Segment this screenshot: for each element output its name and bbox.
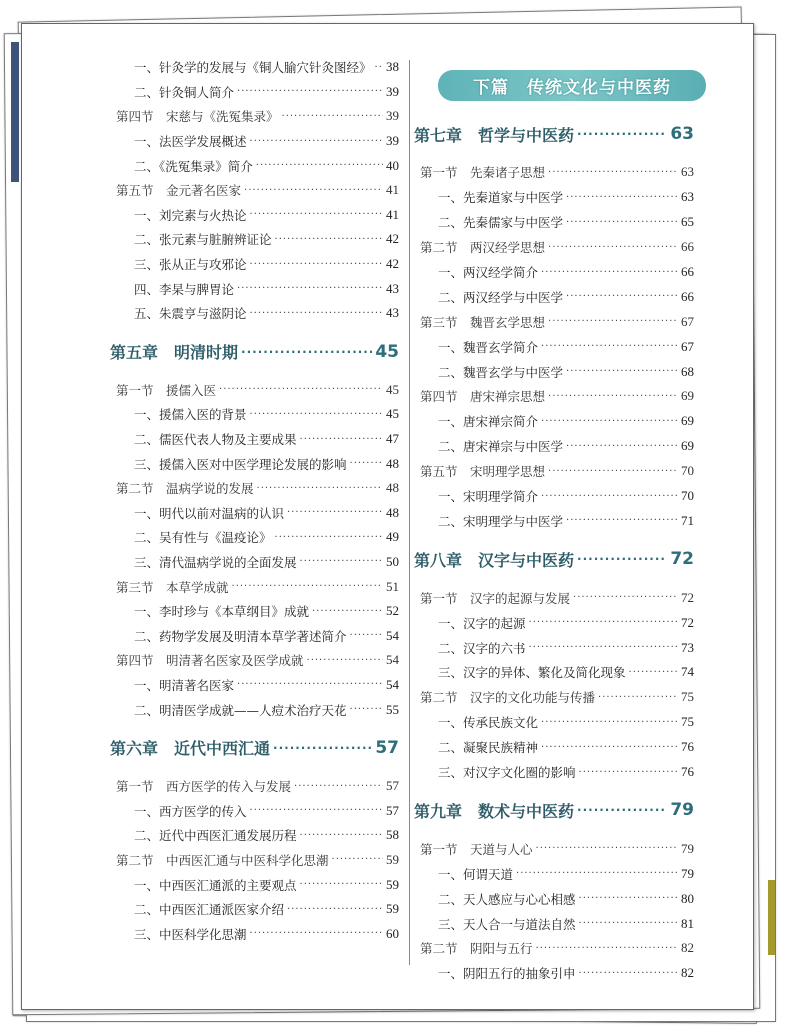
entry-title: 三、天人合一与道法自然 — [438, 916, 576, 932]
entry-title: 第三节 魏晋玄学思想 — [420, 314, 546, 330]
page-number: 66 — [681, 239, 694, 255]
entry-title: 二、吴有性与《温疫论》 — [134, 530, 272, 546]
page-number: 72 — [670, 549, 694, 570]
entry-title: 第六章 近代中西汇通 — [110, 739, 271, 759]
dot-leader — [629, 667, 678, 678]
dot-leader — [237, 86, 383, 97]
page-number: 63 — [670, 124, 694, 144]
entry-title: 一、魏晋玄学简介 — [438, 339, 539, 355]
dot-leader — [541, 491, 678, 502]
toc-item-entry[interactable] — [410, 210, 694, 235]
page-number: 48 — [386, 455, 399, 471]
toc-item-entry[interactable] — [106, 129, 399, 154]
toc-right-column — [410, 108, 694, 986]
dot-leader — [577, 552, 667, 566]
toc-section-entry[interactable] — [410, 235, 694, 260]
entry-title: 第一节 汉字的起源与发展 — [420, 590, 571, 606]
entry-title: 第一节 天道与人心 — [420, 841, 533, 857]
dot-leader — [548, 391, 678, 402]
page-number: 38 — [386, 59, 399, 75]
page-number: 63 — [681, 164, 694, 180]
dot-leader — [566, 366, 678, 377]
dot-leader — [219, 384, 383, 395]
page-number: 72 — [681, 589, 694, 605]
toc-item-entry[interactable] — [410, 185, 694, 210]
toc-section-entry[interactable] — [106, 476, 399, 501]
entry-title: 二、针灸铜人简介 — [134, 84, 235, 100]
toc-item-entry[interactable] — [410, 508, 694, 533]
entry-title: 三、清代温病学说的全面发展 — [134, 554, 297, 570]
toc-item-entry[interactable] — [106, 897, 399, 922]
toc-item-entry[interactable] — [410, 886, 694, 911]
entry-title: 二、儒医代表人物及主要成果 — [134, 432, 297, 448]
entry-title: 第二节 温病学说的发展 — [116, 481, 254, 497]
entry-title: 第四节 明清著名医家及医学成就 — [116, 653, 304, 669]
dot-leader — [250, 928, 383, 939]
toc-item-entry[interactable] — [410, 434, 694, 459]
page-number: 82 — [681, 965, 694, 981]
entry-title: 第四节 唐宋禅宗思想 — [420, 389, 546, 405]
page-number: 79 — [681, 865, 694, 881]
page-number: 66 — [681, 264, 694, 279]
dot-leader — [250, 259, 383, 270]
dot-leader — [536, 843, 678, 854]
dot-leader — [541, 717, 678, 728]
dot-leader — [273, 741, 372, 755]
toc-item-entry[interactable] — [410, 961, 694, 986]
toc-item-entry[interactable] — [106, 798, 399, 823]
entry-title: 二、魏晋玄学与中医学 — [438, 364, 564, 380]
entry-title: 二、汉字的六书 — [438, 640, 526, 656]
entry-title: 三、对汉字文化圈的影响 — [438, 765, 576, 781]
toc-item-entry[interactable] — [410, 260, 694, 285]
entry-title: 二、张元素与脏腑辨证论 — [134, 232, 272, 248]
page-number: 75 — [681, 689, 694, 705]
toc-item-entry[interactable] — [106, 451, 399, 476]
entry-title: 第二节 两汉经学思想 — [420, 240, 546, 256]
toc-item-entry[interactable] — [106, 673, 399, 698]
page-number: 59 — [386, 901, 399, 917]
entry-title: 第五节 宋明理学思想 — [420, 464, 546, 480]
toc-item-entry[interactable] — [106, 623, 399, 648]
page-number: 39 — [386, 108, 399, 124]
back-page-color-band — [11, 42, 19, 182]
entry-title: 一、刘完素与火热论 — [134, 207, 247, 223]
dot-leader — [275, 532, 383, 543]
dot-leader — [541, 267, 678, 278]
page-number: 50 — [386, 553, 399, 569]
entry-title: 第二节 汉字的文化功能与传播 — [420, 690, 596, 706]
page-number: 41 — [386, 206, 399, 222]
toc-item-entry[interactable] — [106, 276, 399, 301]
toc-chapter-entry[interactable] — [410, 108, 694, 160]
banner-part-label: 下篇 — [473, 78, 509, 98]
entry-title: 二、近代中西医汇通发展历程 — [134, 828, 297, 844]
page-number: 43 — [386, 305, 399, 321]
toc-chapter-entry[interactable] — [106, 326, 399, 378]
entry-title: 一、汉字的起源 — [438, 615, 526, 631]
entry-title: 第三节 本草学成就 — [116, 579, 229, 595]
toc-item-entry[interactable] — [410, 660, 694, 685]
dot-leader — [566, 441, 678, 452]
toc-chapter-entry[interactable] — [106, 722, 399, 774]
page-number: 67 — [681, 338, 694, 354]
page-number: 47 — [386, 431, 399, 447]
toc-item-entry[interactable] — [106, 55, 399, 80]
back-page-color-band — [768, 880, 775, 955]
page-number: 48 — [386, 504, 399, 520]
page-number: 58 — [386, 827, 399, 843]
entry-title: 一、针灸学的发展与《铜人腧穴针灸图经》 — [134, 60, 372, 76]
dot-leader — [579, 968, 678, 979]
toc-item-entry[interactable] — [106, 227, 399, 252]
toc-item-entry[interactable] — [106, 80, 399, 105]
toc-item-entry[interactable] — [106, 301, 399, 326]
dot-leader — [350, 704, 383, 715]
dot-leader — [566, 192, 678, 203]
toc-section-entry[interactable] — [410, 384, 694, 409]
dot-leader — [250, 409, 383, 420]
dot-leader — [307, 655, 383, 666]
entry-title: 二、中西医汇通派医家介绍 — [134, 902, 285, 918]
toc-item-entry[interactable] — [410, 911, 694, 936]
dot-leader — [529, 617, 678, 628]
dot-leader — [282, 111, 383, 122]
page-number: 80 — [681, 890, 694, 906]
page-number: 70 — [681, 463, 694, 479]
toc-item-entry[interactable] — [410, 359, 694, 384]
toc-section-entry[interactable] — [410, 585, 694, 610]
entry-title: 三、张从正与攻邪论 — [134, 257, 247, 273]
banner-title: 传统文化与中医药 — [527, 78, 671, 98]
dot-leader — [566, 291, 678, 302]
entry-title: 二、药物学发展及明清本草学著述简介 — [134, 628, 347, 644]
dot-leader — [573, 592, 678, 603]
page-number: 49 — [386, 529, 399, 545]
toc-left-column — [106, 55, 399, 946]
dot-leader — [548, 167, 678, 178]
dot-leader — [548, 242, 678, 253]
entry-title: 第五章 明清时期 — [110, 343, 239, 363]
dot-leader — [250, 308, 383, 319]
toc-item-entry[interactable] — [410, 760, 694, 785]
entry-title: 一、李时珍与《本草纲目》成就 — [134, 604, 310, 620]
dot-leader — [241, 345, 372, 359]
toc-item-entry[interactable] — [410, 710, 694, 735]
toc-item-entry[interactable] — [106, 525, 399, 550]
dot-leader — [312, 606, 383, 617]
entry-title: 一、援儒入医的背景 — [134, 407, 247, 423]
toc-item-entry[interactable] — [410, 635, 694, 660]
page-number: 42 — [386, 256, 399, 272]
toc-item-entry[interactable] — [106, 697, 399, 722]
entry-title: 一、唐宋禅宗简介 — [438, 414, 539, 430]
entry-title: 一、法医学发展概述 — [134, 134, 247, 150]
entry-title: 一、传承民族文化 — [438, 715, 539, 731]
toc-item-entry[interactable] — [410, 861, 694, 886]
toc-item-entry[interactable] — [106, 252, 399, 277]
dot-leader — [256, 160, 383, 171]
part-banner — [438, 70, 706, 101]
toc-chapter-entry[interactable] — [410, 533, 694, 585]
page-number: 68 — [681, 363, 694, 379]
toc-item-entry[interactable] — [106, 427, 399, 452]
toc-item-entry[interactable] — [106, 921, 399, 946]
page-number: 55 — [386, 701, 399, 717]
dot-leader — [250, 136, 383, 147]
dot-leader — [237, 679, 383, 690]
toc-section-entry[interactable] — [410, 685, 694, 710]
page-number: 39 — [386, 83, 399, 99]
page-number: 79 — [670, 800, 694, 821]
entry-title: 二、凝聚民族精神 — [438, 740, 539, 756]
dot-leader — [529, 642, 678, 653]
entry-title: 二、两汉经学与中医学 — [438, 289, 564, 305]
toc-item-entry[interactable] — [106, 153, 399, 178]
entry-title: 二、先秦儒家与中医学 — [438, 215, 564, 231]
entry-title: 第七章 哲学与中医药 — [414, 125, 575, 145]
page-number: 45 — [386, 381, 399, 397]
dot-leader — [275, 234, 383, 245]
entry-title: 四、李杲与脾胃论 — [134, 281, 235, 297]
entry-title: 第八章 汉字与中医药 — [414, 550, 575, 570]
entry-title: 一、西方医学的传入 — [134, 803, 247, 819]
entry-title: 第九章 数术与中医药 — [414, 801, 575, 821]
page-number: 57 — [375, 737, 399, 758]
toc-section-entry[interactable] — [410, 836, 694, 861]
toc-section-entry[interactable] — [106, 378, 399, 403]
dot-leader — [579, 918, 678, 929]
page-number: 74 — [681, 664, 694, 680]
dot-leader — [257, 483, 383, 494]
dot-leader — [232, 581, 383, 592]
page-number: 52 — [386, 603, 399, 619]
dot-leader — [548, 466, 678, 477]
entry-title: 第一节 援儒入医 — [116, 382, 217, 398]
page-number: 63 — [681, 189, 694, 205]
entry-title: 一、中西医汇通派的主要观点 — [134, 877, 297, 893]
toc-item-entry[interactable] — [106, 599, 399, 624]
page-number: 43 — [386, 280, 399, 296]
page-number: 54 — [386, 676, 399, 692]
dot-leader — [350, 630, 383, 641]
entry-title: 第二节 阴阳与五行 — [420, 941, 533, 957]
dot-leader — [244, 185, 383, 196]
dot-leader — [300, 556, 383, 567]
page-number: 79 — [681, 840, 694, 856]
dot-leader — [300, 830, 383, 841]
dot-leader — [375, 62, 383, 73]
toc-section-entry[interactable] — [106, 848, 399, 873]
dot-leader — [541, 742, 678, 753]
page-number: 81 — [681, 915, 694, 931]
page-number: 70 — [681, 488, 694, 504]
entry-title: 二、天人感应与心心相感 — [438, 891, 576, 907]
entry-title: 一、先秦道家与中医学 — [438, 190, 564, 206]
dot-leader — [566, 515, 678, 526]
toc-item-entry[interactable] — [106, 402, 399, 427]
dot-leader — [577, 803, 667, 817]
page-number: 40 — [386, 157, 399, 173]
toc-section-entry[interactable] — [410, 936, 694, 961]
dot-leader — [237, 283, 383, 294]
toc-section-entry[interactable] — [106, 574, 399, 599]
page-number: 59 — [386, 851, 399, 867]
page-number: 45 — [386, 406, 399, 422]
toc-item-entry[interactable] — [410, 409, 694, 434]
dot-leader — [516, 868, 678, 879]
page-number: 69 — [681, 413, 694, 429]
dot-leader — [350, 458, 383, 469]
toc-section-entry[interactable] — [410, 459, 694, 484]
dot-leader — [287, 904, 383, 915]
toc-section-entry[interactable] — [410, 309, 694, 334]
toc-section-entry[interactable] — [106, 774, 399, 799]
dot-leader — [287, 507, 383, 518]
dot-leader — [548, 316, 678, 327]
entry-title: 五、朱震亨与滋阴论 — [134, 306, 247, 322]
page-number: 57 — [386, 778, 399, 794]
entry-title: 第四节 宋慈与《洗冤集录》 — [116, 109, 279, 125]
page-number: 60 — [386, 925, 399, 941]
toc-item-entry[interactable] — [106, 823, 399, 848]
page-number: 73 — [681, 639, 694, 655]
toc-chapter-entry[interactable] — [410, 784, 694, 836]
entry-title: 第五节 金元著名医家 — [116, 183, 242, 199]
dot-leader — [250, 805, 383, 816]
toc-item-entry[interactable] — [106, 501, 399, 526]
dot-leader — [332, 854, 383, 865]
dot-leader — [536, 943, 678, 954]
page-number: 66 — [681, 288, 694, 304]
page-number: 69 — [681, 388, 694, 404]
entry-title: 二、明清医学成就——人痘术治疗天花 — [134, 702, 347, 718]
entry-title: 一、明清著名医家 — [134, 677, 235, 693]
toc-section-entry[interactable] — [410, 160, 694, 185]
entry-title: 二、《洗冤集录》简介 — [134, 158, 253, 174]
toc-item-entry[interactable] — [106, 203, 399, 228]
page-number: 41 — [386, 182, 399, 198]
page-number: 42 — [386, 231, 399, 247]
entry-title: 第二节 中西医汇通与中医科学化思潮 — [116, 852, 329, 868]
page-number: 57 — [386, 802, 399, 818]
dot-leader — [579, 767, 678, 778]
page-number: 54 — [386, 627, 399, 643]
entry-title: 一、明代以前对温病的认识 — [134, 505, 285, 521]
dot-leader — [300, 879, 383, 890]
toc-section-entry[interactable] — [106, 178, 399, 203]
toc-item-entry[interactable] — [410, 610, 694, 635]
page-number: 82 — [681, 940, 694, 956]
dot-leader — [300, 434, 383, 445]
page-number: 51 — [386, 578, 399, 594]
entry-title: 一、宋明理学简介 — [438, 489, 539, 505]
toc-item-entry[interactable] — [106, 872, 399, 897]
page-number: 76 — [681, 739, 694, 755]
page-number: 75 — [681, 714, 694, 730]
toc-section-entry[interactable] — [106, 648, 399, 673]
page-number: 72 — [681, 614, 694, 630]
toc-item-entry[interactable] — [410, 484, 694, 509]
entry-title: 二、唐宋禅宗与中医学 — [438, 439, 564, 455]
toc-item-entry[interactable] — [410, 735, 694, 760]
entry-title: 二、宋明理学与中医学 — [438, 513, 564, 529]
dot-leader — [250, 209, 383, 220]
page-number: 67 — [681, 313, 694, 329]
dot-leader — [294, 781, 383, 792]
page-number: 71 — [681, 512, 694, 528]
dot-leader — [577, 127, 667, 141]
dot-leader — [579, 893, 678, 904]
page-number: 76 — [681, 764, 694, 780]
page-number: 59 — [386, 876, 399, 892]
dot-leader — [598, 692, 678, 703]
toc-item-entry[interactable] — [410, 334, 694, 359]
entry-title: 三、汉字的异体、繁化及简化现象 — [438, 665, 626, 681]
dot-leader — [566, 217, 678, 228]
toc-item-entry[interactable] — [410, 284, 694, 309]
toc-item-entry[interactable] — [106, 550, 399, 575]
entry-title: 一、何谓天道 — [438, 866, 514, 882]
page-number: 45 — [375, 341, 399, 362]
entry-title: 第一节 西方医学的传入与发展 — [116, 779, 292, 795]
page-number: 69 — [681, 438, 694, 454]
page-number: 48 — [386, 480, 399, 496]
dot-leader — [541, 416, 678, 427]
toc-section-entry[interactable] — [106, 104, 399, 129]
entry-title: 三、援儒入医对中医学理论发展的影响 — [134, 456, 347, 472]
dot-leader — [541, 341, 678, 352]
entry-title: 三、中医科学化思潮 — [134, 926, 247, 942]
page-number: 39 — [386, 133, 399, 149]
entry-title: 一、阴阳五行的抽象引申 — [438, 966, 576, 982]
page-number: 65 — [681, 214, 694, 230]
page-number: 54 — [386, 652, 399, 668]
entry-title: 第一节 先秦诸子思想 — [420, 165, 546, 181]
entry-title: 一、两汉经学简介 — [438, 265, 539, 280]
